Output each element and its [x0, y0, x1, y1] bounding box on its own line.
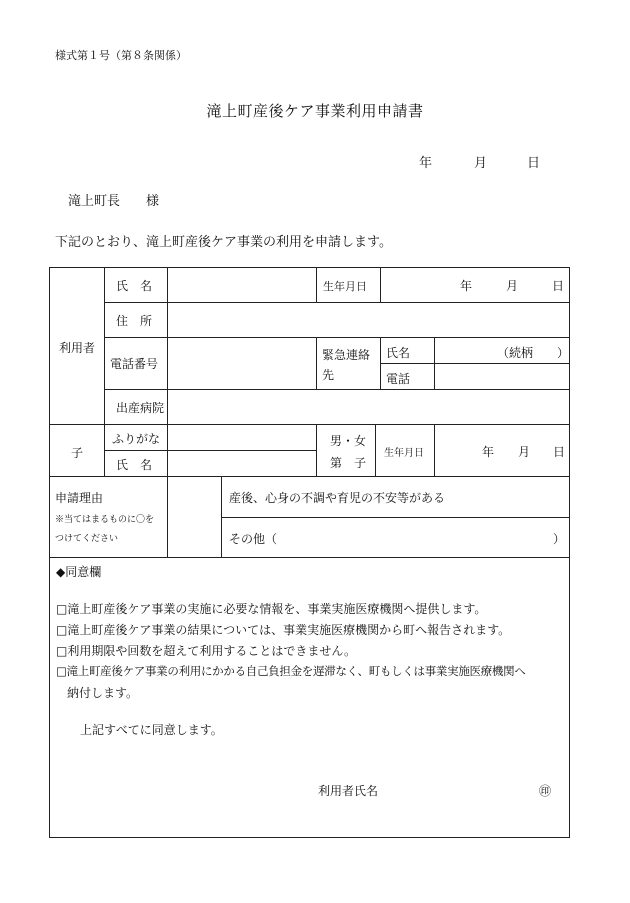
- child-dob-label: 生年月日: [384, 448, 424, 459]
- user-dob-month: 月: [506, 279, 519, 293]
- col-divider: [434, 424, 435, 476]
- consent-item-2[interactable]: □滝上町産後ケア事業の結果については、事業実施医療機関から町へ報告されます。: [56, 623, 511, 637]
- reason-option-2-close: ）: [553, 532, 566, 546]
- reason-circle-field-2[interactable]: [168, 518, 220, 556]
- consent-heading: ◆同意欄: [56, 565, 102, 579]
- seal-mark: ㊞: [539, 784, 552, 798]
- agree-all-text: 上記すべてに同意します。: [80, 723, 223, 737]
- user-dob-year: 年: [460, 279, 473, 293]
- col-divider: [316, 337, 317, 389]
- reason-circle-field-1[interactable]: [168, 477, 220, 516]
- user-dob-day: 日: [552, 279, 565, 293]
- child-dob-day: 日: [553, 445, 566, 459]
- user-name-field[interactable]: [170, 268, 315, 301]
- user-address-label: 住 所: [116, 314, 153, 328]
- reason-note: ※当てはまるものに〇を: [55, 515, 155, 525]
- birth-order-label: 第 子: [330, 456, 367, 470]
- consent-item-3[interactable]: □利用期限や回数を超えて利用することはできません。: [56, 644, 357, 658]
- signature-field[interactable]: [384, 772, 534, 802]
- reason-option-2: その他（: [229, 532, 278, 546]
- col-divider: [316, 424, 317, 476]
- user-name-label: 氏 名: [116, 279, 153, 293]
- table-border: [49, 267, 50, 838]
- table-border: [569, 267, 570, 838]
- addressee: 滝上町長 様: [68, 194, 160, 209]
- relationship-label: （続柄 ）: [497, 346, 570, 360]
- signature-label: 利用者氏名: [318, 784, 379, 798]
- row-divider: [49, 557, 569, 558]
- furigana-label: ふりがな: [112, 432, 161, 446]
- reason-label: 申請理由: [55, 491, 104, 505]
- hospital-label: 出産病院: [116, 401, 165, 415]
- col-divider: [167, 267, 168, 476]
- document-title: 滝上町産後ケア事業利用申請書: [206, 102, 424, 120]
- table-border: [49, 837, 569, 838]
- row-divider: [49, 476, 569, 477]
- consent-item-1[interactable]: □滝上町産後ケア事業の実施に必要な情報を、事業実施医療機関へ提供します。: [56, 602, 487, 616]
- user-phone-label: 電話番号: [110, 357, 159, 371]
- emergency-phone-label: 電話: [386, 372, 411, 386]
- col-divider: [104, 267, 105, 476]
- consent-item-4-continued: 納付します。: [67, 686, 139, 700]
- col-divider: [380, 267, 381, 302]
- consent-item-4[interactable]: □滝上町産後ケア事業の利用にかかる自己負担金を遅滞なく、町もしくは事業実施医療機関へ: [56, 664, 526, 678]
- reason-option-1: 産後、心身の不調や育児の不安等がある: [229, 491, 446, 505]
- form-number: 様式第１号（第８条関係）: [55, 49, 187, 62]
- emergency-contact-label-2: 先: [322, 368, 335, 382]
- date-day-label: 日: [527, 156, 541, 171]
- child-name-label: 氏 名: [116, 458, 153, 472]
- intro-text: 下記のとおり、滝上町産後ケア事業の利用を申請します。: [55, 235, 392, 250]
- col-divider: [221, 476, 222, 557]
- row-divider: [380, 363, 569, 364]
- date-month-label: 月: [474, 156, 488, 171]
- child-name-field[interactable]: [170, 425, 315, 475]
- date-year-label: 年: [419, 156, 433, 171]
- reason-note-2: つけてください: [55, 534, 119, 544]
- user-section-label: 利用者: [59, 341, 96, 355]
- col-divider: [316, 267, 317, 302]
- child-dob-year: 年: [482, 445, 495, 459]
- user-phone-field[interactable]: [170, 338, 315, 388]
- hospital-field[interactable]: [170, 390, 568, 423]
- col-divider: [434, 337, 435, 389]
- col-divider: [375, 424, 376, 476]
- child-dob-month: 月: [518, 445, 531, 459]
- user-address-field[interactable]: [170, 303, 568, 336]
- emergency-contact-label: 緊急連絡: [322, 348, 371, 362]
- emergency-name-label: 氏名: [386, 346, 411, 360]
- col-divider: [380, 337, 381, 389]
- row-divider: [221, 517, 569, 518]
- user-dob-label: 生年月日: [323, 280, 367, 293]
- child-section-label: 子: [71, 446, 84, 460]
- gender-label: 男・女: [330, 434, 367, 448]
